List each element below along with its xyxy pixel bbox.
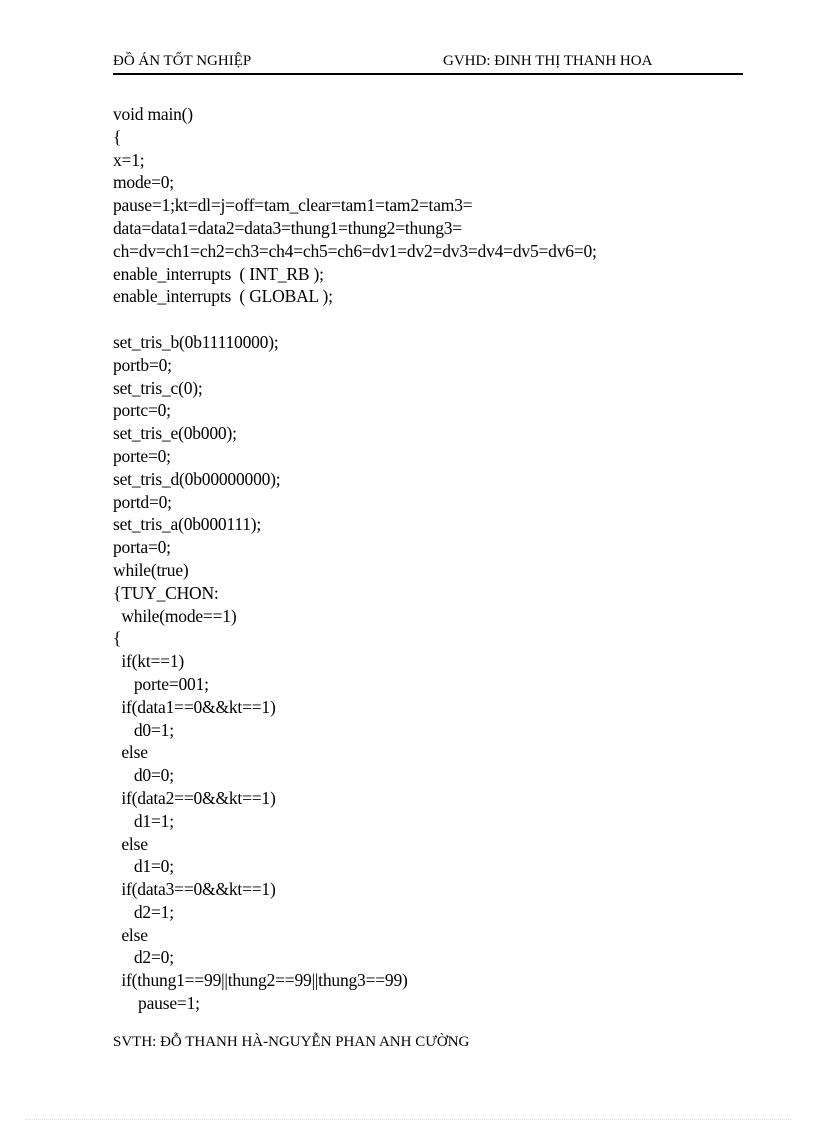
header-advisor: GVHD: ĐINH THỊ THANH HOA: [443, 53, 653, 69]
code-line: portc=0;: [113, 400, 171, 421]
code-line: if(data3==0&&kt==1): [113, 879, 276, 900]
code-line: porta=0;: [113, 537, 171, 558]
code-line: void main(): [113, 104, 193, 124]
code-line: if(thung1==99||thung2==99||thung3==99): [113, 970, 408, 991]
code-line: set_tris_e(0b000);: [113, 423, 237, 444]
code-line: [113, 308, 597, 331]
code-line: {: [113, 628, 122, 649]
code-line: d0=1;: [113, 719, 174, 740]
page-bottom-border: [25, 1119, 791, 1120]
code-line: if(data2==0&&kt==1): [113, 787, 276, 808]
code-line: d1=1;: [113, 810, 174, 831]
code-line: portd=0;: [113, 491, 172, 512]
code-line: else: [113, 924, 148, 945]
code-line: d2=0;: [113, 947, 174, 968]
code-line: if(kt==1): [113, 651, 184, 672]
code-line: d0=0;: [113, 765, 174, 786]
code-line: data=data1=data2=data3=thung1=thung2=thung3=: [113, 217, 462, 238]
page-header: [113, 53, 743, 75]
code-line: set_tris_d(0b00000000);: [113, 468, 281, 489]
code-line: porte=001;: [113, 673, 209, 694]
code-listing: [113, 103, 597, 1015]
code-line: while(true): [113, 559, 189, 580]
code-line: x=1;: [113, 149, 145, 170]
code-line: else: [113, 742, 148, 763]
code-line: set_tris_c(0);: [113, 377, 203, 398]
code-line: else: [113, 833, 148, 854]
code-line: pause=1;kt=dl=j=off=tam_clear=tam1=tam2=tam3=: [113, 195, 473, 216]
code-line: enable_interrupts ( GLOBAL );: [113, 286, 333, 307]
header-thesis-title: ĐỒ ÁN TỐT NGHIỆP: [113, 53, 252, 69]
code-line: d2=1;: [113, 901, 174, 922]
code-line: portb=0;: [113, 354, 172, 375]
code-line: pause=1;: [113, 993, 200, 1014]
code-line: enable_interrupts ( INT_RB );: [113, 263, 324, 284]
code-line: d1=0;: [113, 856, 174, 877]
code-line: {: [113, 126, 122, 147]
page-footer-authors: SVTH: ĐỖ THANH HÀ-NGUYỄN PHAN ANH CƯỜNG: [113, 1034, 470, 1050]
code-line: while(mode==1): [113, 605, 237, 626]
code-line: set_tris_a(0b000111);: [113, 514, 262, 535]
code-line: mode=0;: [113, 172, 174, 193]
code-line: if(data1==0&&kt==1): [113, 696, 276, 717]
code-line: ch=dv=ch1=ch2=ch3=ch4=ch5=ch6=dv1=dv2=dv3=dv4=dv5=dv6=0;: [113, 240, 597, 261]
code-line: {TUY_CHON:: [113, 582, 219, 603]
code-line: porte=0;: [113, 445, 171, 466]
code-line: set_tris_b(0b11110000);: [113, 331, 279, 352]
